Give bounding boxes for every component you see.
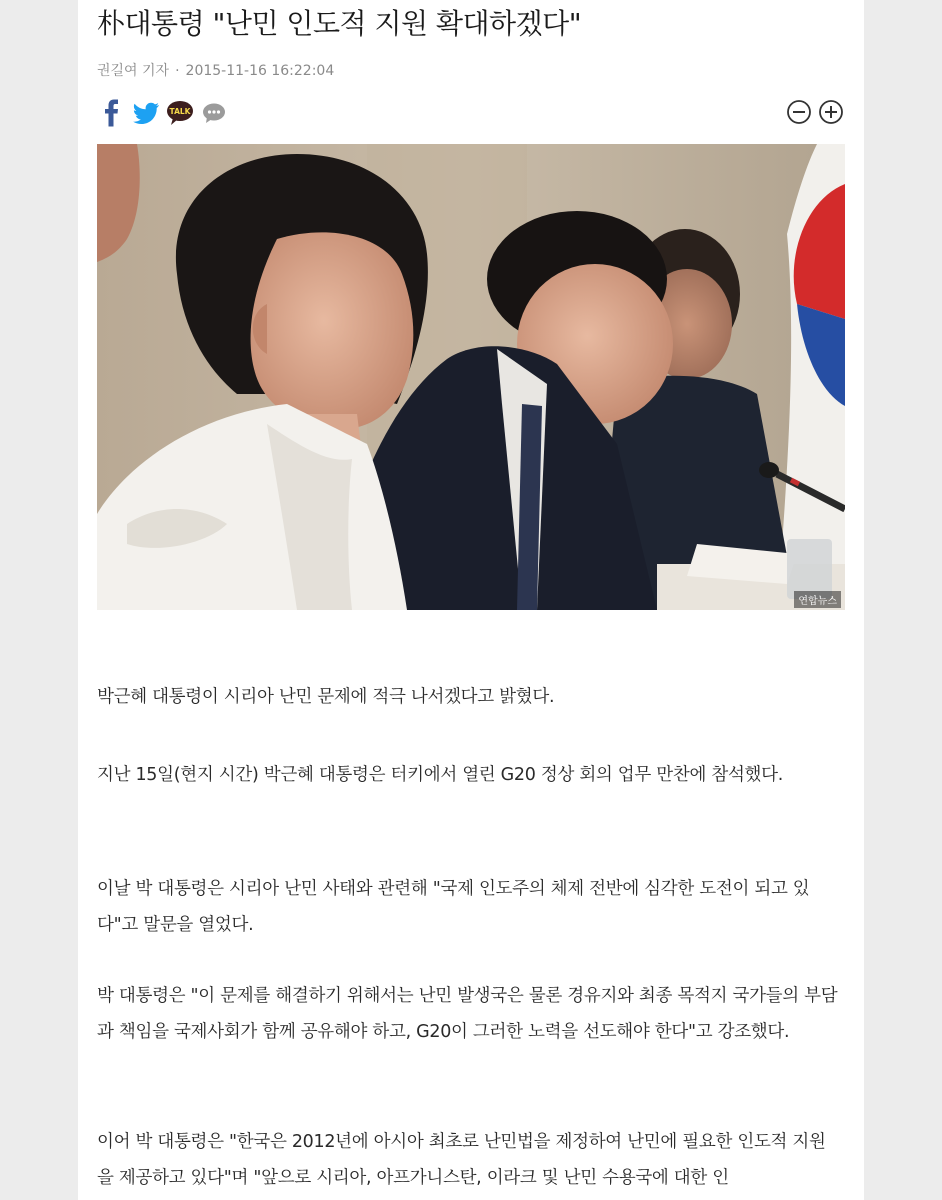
zoom-in-icon[interactable] (818, 99, 844, 125)
photo-credit: 연합뉴스 (794, 591, 841, 608)
font-zoom-controls (780, 99, 844, 125)
article-paragraph: 이어 박 대통령은 "한국은 2012년에 아시아 최초로 난민법을 제정하여 난민에 필요한 인도적 지원을 제공하고 있다"며 "앞으로 시리아, 아프가니스탄, 이라크 및 난민 수용국에 대한 인 (97, 1132, 826, 1188)
article-paragraph: 박근혜 대통령이 시리아 난민 문제에 적극 나서겠다고 밝혔다. (97, 687, 555, 707)
publish-datetime: 2015-11-16 16:22:04 (185, 63, 335, 79)
article-paragraph: 이날 박 대통령은 시리아 난민 사태와 관련해 "국제 인도주의 체제 전반에 심각한 도전이 되고 있다"고 말문을 열었다. (97, 879, 810, 935)
kakaotalk-label: TALK (169, 107, 191, 116)
article-page (78, 0, 864, 1200)
reporter-name: 권길여 기자 (97, 63, 170, 79)
byline-separator: · (175, 63, 180, 79)
share-bar (97, 96, 233, 130)
article-byline (97, 60, 334, 80)
twitter-icon[interactable] (131, 98, 161, 128)
kakaotalk-icon[interactable] (165, 98, 195, 128)
facebook-icon[interactable] (97, 98, 127, 128)
article-paragraph: 박 대통령은 "이 문제를 해결하기 위해서는 난민 발생국은 물론 경유지와 최종 목적지 국가들의 부담과 책임을 국제사회가 함께 공유해야 하고, G20이 그러한 노력을 선도해야 한다"고 강조했다. (97, 986, 838, 1042)
article-title: 朴대통령 "난민 인도적 지원 확대하겠다" (97, 7, 582, 40)
zoom-out-icon[interactable] (786, 99, 812, 125)
article-paragraph: 지난 15일(현지 시간) 박근혜 대통령은 터키에서 열린 G20 정상 회의 업무 만찬에 참석했다. (97, 765, 784, 785)
article-photo (97, 144, 845, 610)
kakaostory-icon[interactable] (199, 98, 229, 128)
